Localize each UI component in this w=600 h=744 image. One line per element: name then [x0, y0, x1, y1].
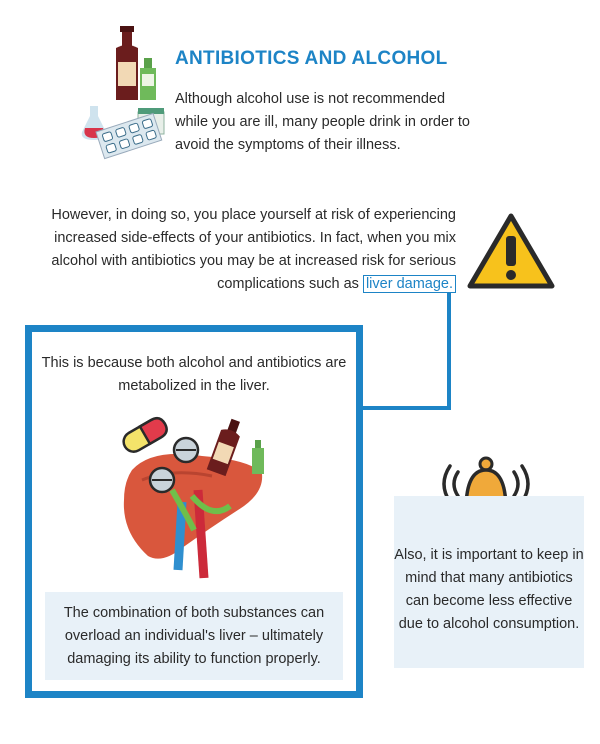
liver-panel-text: This is because both alcohol and antibiotics are metabolized in the liver.: [41, 355, 347, 394]
bottles-pills-icon: [76, 24, 172, 174]
risk-text: [30, 204, 456, 296]
liver-icon: [112, 410, 282, 580]
liver-panel-note-text: The combination of both substances can overload an individual's liver – ultimately damaging its ability to function properly.: [63, 604, 325, 667]
risk-body: However, in doing so, you place yourself at risk of experiencing increased side-effects of your antibiotics. In fact, when you mix alcohol with antibiotics you may be at increased risk for serious complications such as: [51, 207, 456, 292]
liver-panel-note: [45, 592, 343, 680]
intro-text: Although alcohol use is not recommended while you are ill, many people drink in order to avoid the symptoms of their illness.: [175, 91, 470, 153]
side-note-panel: [394, 496, 584, 668]
warning-icon: [466, 210, 556, 290]
page-title: ANTIBIOTICS AND ALCOHOL: [175, 48, 448, 69]
liver-panel: [25, 325, 363, 698]
connector-line-horizontal: [356, 406, 451, 410]
connector-line-vertical: [447, 292, 451, 410]
side-note-text: Also, it is important to keep in mind that many antibiotics can become less effective due to alcohol consumption.: [394, 547, 584, 632]
liver-damage-link[interactable]: liver damage.: [363, 275, 456, 293]
